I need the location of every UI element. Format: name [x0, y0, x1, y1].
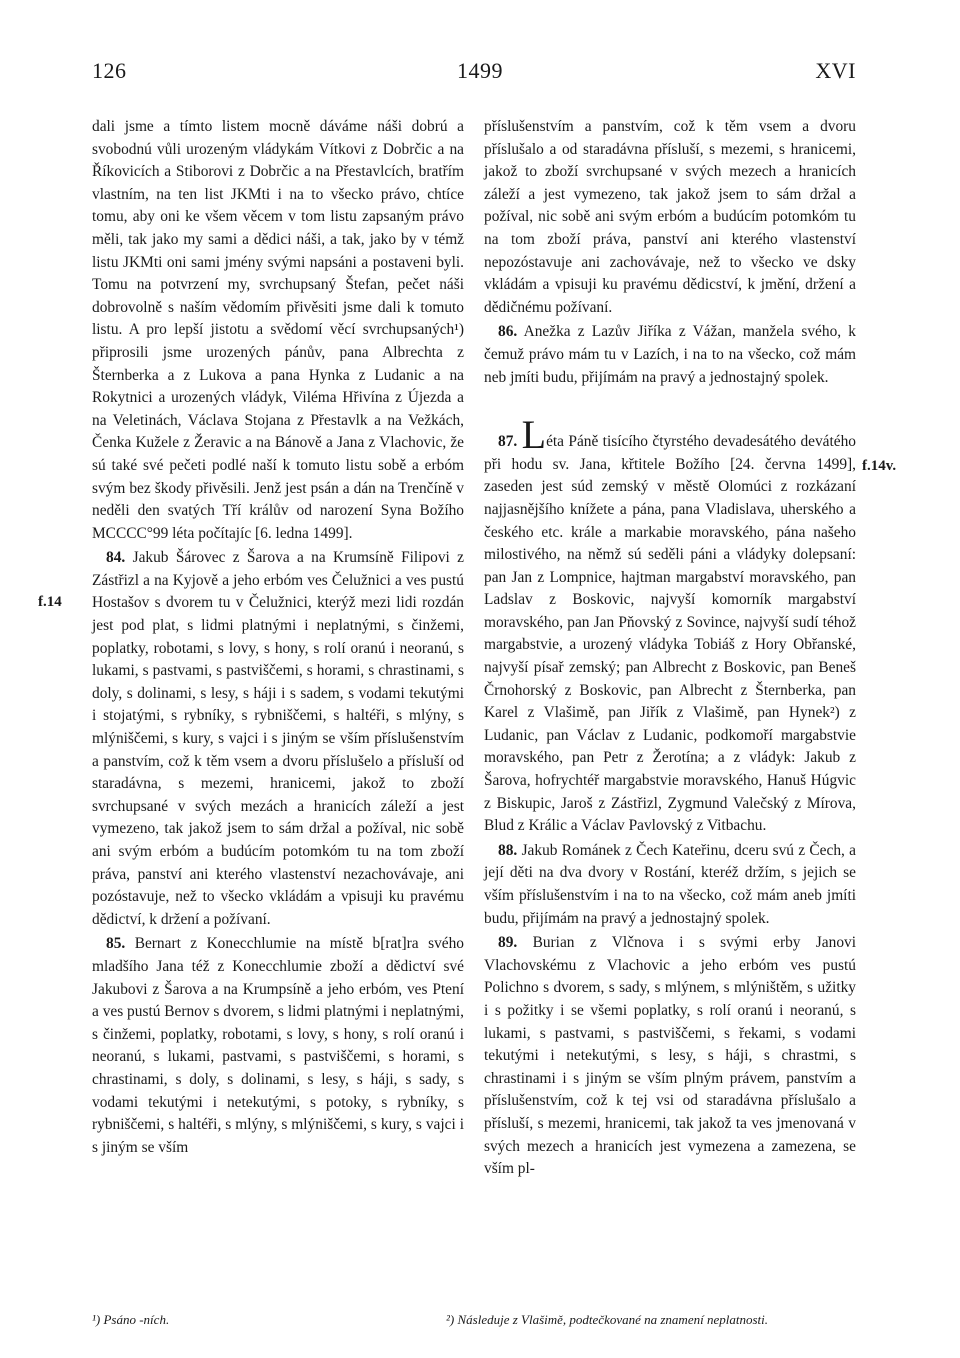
entry-text: Jakub Šárovec z Šarova a na Krumsíně Filipovi z Zástřizl a na Kyjově a jeho erbóm ves Čelužnici a ves pustú Hostašov s dvorem tu v Čelužnici, kterýž mezi lidi rozdán jest pod plat, s lidmi platnými i neplatnými, s činžemi, poplatky, robotami, s lovy, s hony, s rolí oranú i neoranú, s lukami, s pastvami, s pastviščemi, s horami, s chrastinami, s doly, s dolinami, s lesy, s háji i s sadem, s vodami tekutými i stojatými, s rybníky, s rybniščemi, s haltéři, s mlýny, s mlýniščemi, s kury, s vajci i s jiným se vším příslušenstvím a panstvím, což k těm vsem a dvoru příslušelo a přísluší od staradávna, s mezemi, hranicemi, jakož to zboží svrchupsané v svých mezách a hranicích záleží a jest vymezeno, tak jakož jsem to sám držal a požíval, nic sobě ani svým erbóm a budúcím potomkóm tu na tom zboží práva, panství ani kterého vlastenství nezachovávaje, ani pozóstavuje, než to všecko vkládám a vpisuji ku pravému dědictví, k držení a požívaní. — [92, 549, 464, 928]
right-column — [484, 116, 856, 1181]
entry-number: 85. — [106, 935, 126, 953]
margin-note-right: f.14v. — [862, 458, 897, 474]
entry-85 — [92, 933, 464, 1159]
footnote-2: ²) Následuje z Vlašimě, podtečkované na znamení neplatnosti. — [446, 1312, 768, 1327]
entry-86 — [484, 321, 856, 389]
entry-number: 86. — [498, 323, 518, 341]
entry-text: Anežka z Lazův Jiříka z Vážan, manžela svého, k čemuž právo mám tu v Lazích, i na to na všecko, což mám neb jmíti budu, přijímám na pravý a jednostajný spolek. — [484, 323, 856, 386]
page-number: 126 — [92, 58, 127, 83]
entry-text: Burian z Vlčnova i s svými erby Janovi Vlachovskému z Vlachovic a jeho erbóm ves pustú Polichno s dvorem, s sady, s mlýnem, s mlýništěm, s užitky i s požitky i se všemi poplatky, s rolí oranú i neoranú, s lukami, s pastvami, s pastviščemi, s řekami, s vodami tekutými i netekutými, s lesy, s háji, s chrastmi, s chrastinami i s jiným se vším plným právem, panstvím a příslušenstvím, což k tej vsi od staradávna příslušalo a přísluší, s mezemi, hranicemi, tak jakož ta ves jmenovaná v svých mezech a hranicích jest vymezena a zamezena, se vším pl- — [484, 934, 856, 1178]
entry-number: 87. — [498, 433, 518, 451]
entry-number: 84. — [106, 549, 126, 567]
entry-84 — [92, 547, 464, 931]
left-column — [92, 116, 464, 1159]
entry-87 — [484, 412, 856, 838]
entry-88 — [484, 840, 856, 930]
section-number: XVI — [815, 58, 856, 83]
entry-text: Jakub Románek z Čech Kateřinu, dceru svú z Čech, a její děti na dva dvory v Rostání, kteréž držím, s jejich se vším příslušenstvím i na to na všecko, což mám aneb jmíti budu, přijímám na pravý a jednostajný spolek. — [484, 841, 856, 927]
entry-text: Bernart z Konecchlumie na místě b[rat]ra svého mladšího Jana též z Konecchlumie zboží a dědictví své Jakubovi z Šarova a na Krumpsíně a jeho erbóm, ves Ptení a ves pustú Bernov s dvorem, s lidmi platnými i neplatnými, s činžemi, poplatky, robotami, s lovy, s hony, s rolí oranú i neoranú, s lukami, pastvami, s pastviščemi, s horami, s chrastinami, s doly, s dolinami, s lesy, s háji, s sady, s vodami tekutými i netekutými, s potoky, s rybníky, s rybniščemi, s haltéři, s mlýny, s mlýniščemi, s kury, s vajci i s jiným se vším — [92, 935, 464, 1156]
entry-number: 89. — [498, 934, 518, 952]
paragraph-continued: dali jsme a tímto listem mocně dáváme náši dobrú a svobodnú vůli urozeným vládykám Vítkovi z Dobrčic a na Říkovicích a Stiborovi z Dobrčic a na Přestavlcích, bratřím vlastním, na ten list JKMti i na to všecko právo, chtíce tomu, aby oni ke všem věcem v tom listu zapsaným právo měli, tak jako my sami a dědici náši, a tak, jako by v témž listu JKMti oni sami jmény svými napsáni a postaveni byli. Tomu na potvrzení my, svrchupsaný Štefan, pečet náši dobrovolně s naším vědomím přivěsiti jsme dali k tomuto listu. A pro lepší jistotu a svědomí věcí svrchupsaných¹) připrosili jsme urozených pánův, pana Albrechta z Šternberka a z Lukova a pana Hynka z Ludanic a na Rokytnici a urozených vládyk, Viléma Hřivína z Újezda a na Veletinách, Václava Stojana z Přestavlk a na Vežkách, Čenka Kužele z Žeravic a na Bánově a Jana z Vlachovic, že sú také své pečeti podlé naší k tomuto listu sobě a erbóm svým bez škody přivěsili. Jenž jest psán a dán na Trenčíně v neděli den svatých Tří králův od narození Syna Božího MCCCC°99 léta počítajíc [6. ledna 1499]. — [92, 118, 464, 542]
year-heading: 1499 — [457, 58, 503, 83]
margin-note-left: f.14 — [38, 594, 62, 610]
paragraph-continued: příslušenstvím a panstvím, což k těm vsem a dvoru příslušalo a od staradávna přísluší, s mezemi, s hranicemi, jakož to zboží svrchupsané v svých mezech a hranicích záleží a jest vymezeno, tak jakož jsem to sám držal a požíval, nic sobě ani svým erbóm a budúcím potomkóm tu na tom zboží práva, panství ani kterého vlastenství nepozóstavuje ani zachovávaje, než to všecko ve dsky vkládám a vpisuji ku pravému dědicství, k jmění, držení a dědičnému požívaní. — [484, 118, 856, 316]
entry-text: éta Páně tisícího čtyrstého devadesátého devátého při hodu sv. Jana, křtitele Božího [24. června 1499], zaseden jest súd zemský v městě Olomúci z rozkázaní najjasnějšího knížete a pána, pana Vladislava, uherského a českého etc. krále a markabie moravského, pána našeho milostivého, na němž sú seděli páni a vládyky dolepsaní: pan Jan z Lompnice, hajtman margabství moravského, pan Ladslav z Boskovic, najvyší komorník margabství moravského, pan Jan Pňovský z Sovince, najvyší sudí téhož margabstvie, a urozený vládyka Tobiáš z Hory Obřanské, najvyší písař zemský; pan Albrecht z Boskovic, pan Beneš Črnohorský z Boskovic, pan Albrecht z Šternberka, pan Karel z Vlašimě, pan Jiřík z Vlašimě, pan Hynek²) z Ludanic, pan Václav z Ludanic, podkomoří margabstvie moravského, pan Petr z Žerotína; a z vládyk: Jakub z Šarova, hofrychtéř margabstvie moravského, Hanuš Húgvic z Biskupic, Jaroš z Zástřizl, Zygmund Valečský z Mírova, Blud z Králic a Václav Pavlovský z Vitbachu. — [484, 433, 856, 835]
drop-cap: L — [521, 412, 547, 458]
entry-number: 88. — [498, 841, 518, 859]
entry-89 — [484, 932, 856, 1181]
footnote-1: ¹) Psáno -ních. — [92, 1312, 170, 1327]
